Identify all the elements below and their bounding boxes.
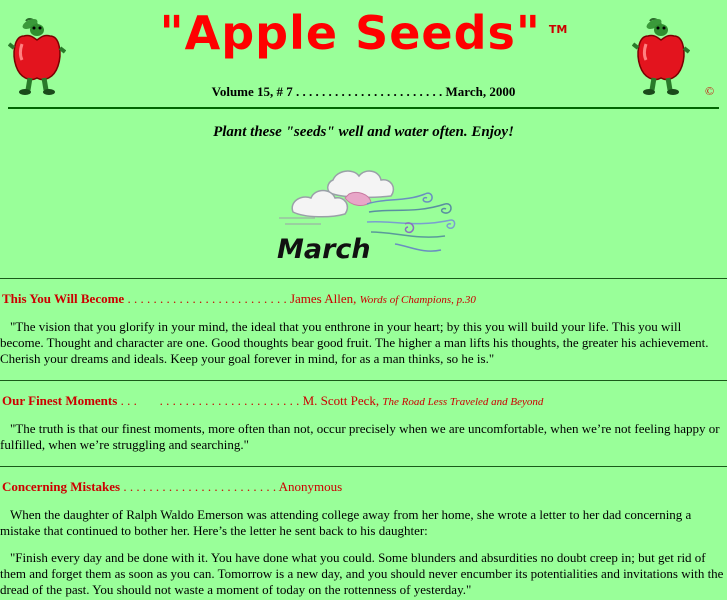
section-title: This You Will Become [2, 291, 125, 306]
section-page: p.30 [453, 294, 476, 306]
story-paragraph: When the daughter of Ralph Waldo Emerson was attending college away from her home, she wrote a letter to her dad concerning a mistake that continued to bother her. Here’s the letter he sent back to his daughter: [0, 507, 692, 538]
section-title: Our Finest Moments [2, 393, 118, 408]
quote-paragraph: "The vision that you glorify in your mind, the ideal that you enthrone in your heart; by this you will build your life. This you will become. Thought and character are one. Good thoughts bear good fruit. The higher a man lifts his thoughts, the greater his achievement. Cherish your dreams and ideals. Keep your goal forever in mind, for as a man thinks, so he is." [0, 319, 709, 366]
march-wind-illustration [275, 168, 460, 268]
section-author: Anonymous [278, 479, 343, 494]
section-source: Words of Champions, [359, 294, 454, 306]
section-title: Concerning Mistakes [2, 479, 121, 494]
section-divider [0, 466, 727, 467]
section-heading [2, 479, 342, 495]
section-divider [0, 278, 727, 279]
volume-line: Volume 15, # 7 . . . . . . . . . . . . . . . . . . . . . . . March, 2000 [211, 84, 516, 99]
section-heading [2, 291, 476, 307]
dot-leader: . . . . . . . . . . . . . . . . . . . . . . . . . [117, 393, 303, 408]
dot-leader: . . . . . . . . . . . . . . . . . . . . . . . . . [124, 291, 290, 306]
month-label: March [277, 234, 371, 265]
section-source: The Road Less Traveled and Beyond [382, 396, 544, 408]
section-author: James Allen, [289, 291, 360, 306]
section-heading [2, 393, 543, 409]
dot-leader: . . . . . . . . . . . . . . . . . . . . . . . . [120, 479, 279, 494]
section-author: M. Scott Peck, [302, 393, 383, 408]
masthead [0, 0, 727, 100]
quote-paragraph: "The truth is that our finest moments, more often than not, occur precisely when we are uncomfortable, when we’re not feeling happy or fulfilled, when we’re struggling and searching." [0, 421, 720, 452]
tagline: Plant these "seeds" well and water often. Enjoy! [213, 124, 514, 140]
title-text: "Apple Seeds" [159, 6, 541, 60]
section-divider [0, 380, 727, 381]
header-divider [8, 107, 719, 109]
copyright-link[interactable]: © [705, 84, 715, 98]
trademark-mark: TM [548, 22, 568, 36]
newsletter-title [0, 6, 727, 60]
quote-paragraph: "Finish every day and be done with it. You have done what you could. Some blunders and absurdities no doubt creep in; but get rid of them and forget them as soon as you can. Tomorrow is a new day, and you should never encumber its potentialities and invitations with the dread of the past. You should not waste a moment of today on the rottenness of yesterday." [0, 550, 724, 597]
